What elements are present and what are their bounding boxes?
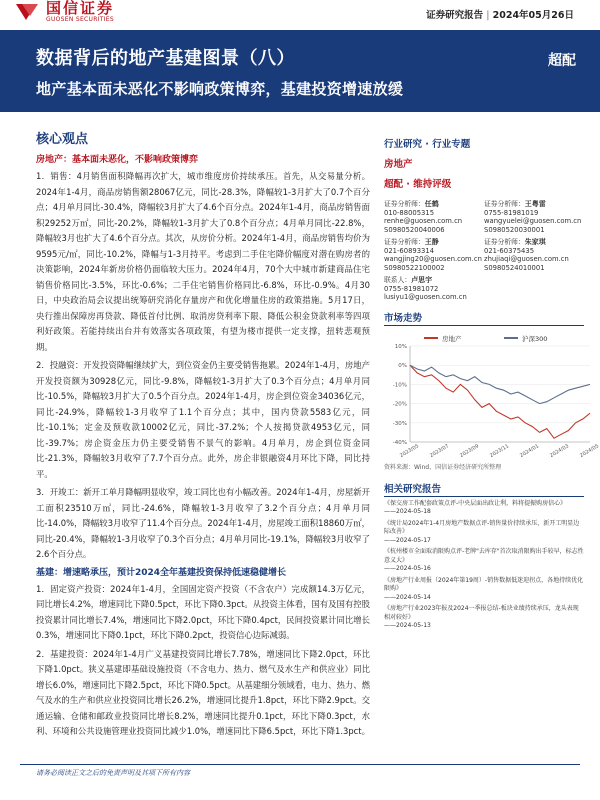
report-subtitle: 地产基本面未恶化不影响政策博弈，基建投资增速放缓 — [36, 80, 404, 98]
analyst-card: 证券分析师：朱家琪 021-60375435 zhujiaqi@guosen.com.cn S0980524010001 — [484, 238, 584, 272]
rating-tag: 超配 — [548, 53, 576, 69]
contact-card: 联系人：卢思宇 0755-81981072 lusiyu1@guosen.com.cn — [384, 276, 484, 302]
paragraph-fixed-asset: 1．固定资产投资：2024年1-4月，全国固定资产投资（不含农户）完成额14.3万亿元，同比增长4.2%，增速同比下降0.5pct，环比下降0.3pct。从投资主体看，国有及国有控股投资累计同比增长7.4%，增速同比下降2.0pct，环比下降0.4pct，民间投资累计同比增长0.3%，增速同比下降0.1pct，环比下降0.2pct，投资信心边际减弱。 — [36, 583, 370, 640]
y-tick-label: -20% — [392, 401, 407, 408]
top-bar — [0, 0, 600, 30]
report-date: 2024年05月26日 — [492, 10, 574, 21]
report-meta: 证券研究报告 | 2024年05月26日 — [426, 10, 574, 21]
paragraph-infra: 2．基建投资：2024年1-4月广义基建投资同比增长7.78%，增速同比下降2.0pct，环比下降1.0pct。狭义基建即基础设施投资（不含电力、热力、燃气及水生产和供应业）同比增长6.0%，增速同比下降2.5pct，环比下降0.5pct。从基建细分领域看，电力、热力、燃气及水的生产和供应业投资同比增长26.2%，增速同比提升1.8pct，环比下降2.9pct。交通运输、仓储和邮政业投资同比增长8.2%，增速同比提升0.1pct，环比下降0.3pct，水利、环境和公共设施管理业投资同比减少1.0%，增速同比下降6.5pct，环比下降1.3pct。 — [36, 648, 370, 736]
paragraph-sales: 1．销售：4月销售面积降幅再次扩大，城市维度房价持续承压。首先，从交易量分析。2024年1-4月，商品房销售额28067亿元，同比-28.3%，降幅较1-3月扩大了0.7个百分点；4月单月同比-30.4%，降幅较3月扩大了4.6个百分点。2024年1-4月，商品房销售面积29252万㎡，同比-20.2%，降幅较1-3月扩大了0.8个百分点；4月单月同比-22.8%，降幅较3月也扩大了4.6个百分点。其次，从房价分析。2024年1-4月，商品房销售均价为9595元/㎡，同比-10.2%，降幅与1-3月持平。考虑到二手住宅降价幅度对潜在购房者的决策影响，2024年新房价格仍面临较大压力。2024年4月，70个大中城市新建商品住宅销售价格同比-3.5%，环比-0.6%；二手住宅销售价格同比-6.8%，环比-0.9%。4月30日，中央政治局会议提出统筹研究消化存量房产和优化增量住房的政策措施。5月17日，央行推出保障房再贷款、降低首付比例、取消房贷利率下限、降低公积金贷款利率等四项利好政策。若能持续出台并有效落实各项政策，有望为楼市提供一定支撑，扭转悲观预期。 — [36, 171, 370, 352]
y-tick-label: -30% — [392, 420, 407, 427]
related-report[interactable]: 《保交房工作配套政策点评-中央层面出政让利，料将提振购房信心》 ——2024-05-18 — [384, 499, 567, 515]
chart-source: 资料来源：Wind、国信证券经济研究所整理 — [384, 463, 502, 471]
x-tick-label: 2023/11 — [489, 442, 510, 459]
x-tick-label: 2024/01 — [519, 442, 540, 459]
related-report[interactable]: 《杭州楼市全面取消限购点评-老牌"去库存"首次取消限购出手较早，标志性意义大》 ——2024-05-16 — [384, 548, 584, 572]
report-type: 证券研究报告 — [426, 10, 484, 21]
analyst-card: 证券分析师：任鹤 010-88005315 renhe@guosen.com.cn S0980520040006 — [384, 200, 484, 234]
sector-label: 房地产 — [384, 159, 413, 170]
y-tick-label: -40% — [392, 439, 407, 446]
section-realestate-heading: 房地产：基本面未恶化，不影响政策博弈 — [36, 155, 199, 165]
title-banner — [0, 30, 600, 112]
legend-item-realestate: 房地产 — [424, 334, 462, 343]
y-tick-label: 10% — [394, 343, 407, 350]
industry-label: 行业研究 · 行业专题 — [384, 139, 471, 150]
x-tick-label: 2023/05 — [399, 442, 420, 459]
legend-swatch — [424, 337, 438, 339]
disclaimer-footer: 请务必阅读正文之后的免责声明及其项下所有内容 — [36, 769, 190, 777]
paragraph-investment: 2．投融资：开发投资降幅继续扩大，到位资金仍主要受销售拖累。2024年1-4月，房地产开发投资额为30928亿元，同比-9.8%，降幅较1-3月扩大了0.3个百分点；4月单月同比-10.5%，降幅较3月扩大了0.5个百分点。2024年1-4月，房企到位资金34036亿元，同比-24.9%，降幅较1-3月收窄了1.1个百分点；其中，国内贷款5583亿元，同比-10.1%；定金及预收款10002亿元，同比-37.2%；个人按揭贷款4953亿元，同比-39.7%；房企资金压力仍主要受销售不景气的影响。4月单月，房企到位资金同比-21.3%，降幅较3月收窄了7.7个百分点。此外，房企非银融资4月环比下降，同比持平。 — [36, 360, 370, 479]
report-title: 数据背后的地产基建图景（八） — [36, 48, 295, 69]
rating-label: 超配 · 维持评级 — [384, 179, 452, 190]
chart-title: 市场走势 — [384, 310, 584, 326]
related-reports-heading: 相关研究报告 — [384, 481, 584, 497]
section-infra-heading: 基建：增速略承压，预计2024全年基建投资保持低速稳健增长 — [36, 567, 287, 578]
related-report[interactable]: 《统计局2024年1-4月房地产数据点评-销售量价持续承压，新开工明显边际改善》 ——2024-05-17 — [384, 519, 580, 544]
analyst-card: 证券分析师：王粤雷 0755-81981019 wangyuelei@guosen.com.cn S0980520030001 — [484, 200, 584, 234]
legend-item-index: 沪深300 — [504, 334, 547, 343]
logo-subtext: GUOSEN SECURITIES — [46, 16, 115, 23]
market-trend-chart — [384, 330, 600, 460]
analyst-email[interactable]: wangjing20@guosen.com.cn — [384, 255, 482, 263]
footer-divider — [20, 764, 580, 765]
analyst-email[interactable]: renhe@guosen.com.cn — [384, 217, 463, 225]
paragraph-construction: 3．开竣工：新开工单月降幅明显收窄，竣工同比也有小幅改善。2024年1-4月，房屋新开工面积23510万㎡，同比-24.6%，降幅较1-3月收窄了3.2个百分点；4月单月同比-14.0%，降幅较3月收窄了11.4个百分点。2024年1-4月，房屋竣工面积18860万㎡，同比-20.4%，降幅较1-3月收窄了0.3个百分点；4月单月同比-19.1%，降幅较3月收窄了2.6个百分点。 — [36, 487, 370, 559]
chart-svg — [384, 330, 600, 460]
analyst-email[interactable]: zhujiaqi@guosen.com.cn — [484, 255, 569, 263]
contact-email[interactable]: lusiyu1@guosen.com.cn — [384, 293, 467, 301]
y-tick-label: -10% — [392, 381, 407, 388]
core-view-heading: 核心观点 — [36, 132, 89, 147]
analyst-list — [384, 200, 584, 302]
x-tick-label: 2023/09 — [459, 442, 480, 459]
analyst-card: 证券分析师：王静 021-60893314 wangjing20@guosen.com.cn S0980522100002 — [384, 238, 484, 272]
related-report[interactable]: 《房地产行业周报（2024年第19周）-销售数据低迷迎拐点，各地持续优化限购》 ——2024-05-14 — [384, 576, 584, 601]
related-report[interactable]: 《房地产行业2023年报及2024一季报总结-板块业绩持续承压，龙头表现相对较好》 ——2024-05-13 — [384, 605, 579, 629]
main-column — [36, 128, 370, 743]
x-tick-label: 2023/07 — [429, 442, 450, 459]
y-tick-label: 0% — [398, 362, 407, 369]
x-tick-label: 2024/03 — [549, 442, 570, 459]
logo — [14, 1, 114, 24]
legend-swatch — [504, 337, 518, 339]
logo-mark-icon — [14, 4, 40, 22]
series-line-realestate — [410, 365, 590, 438]
analyst-email[interactable]: wangyuelei@guosen.com.cn — [484, 217, 582, 225]
x-tick-label: 2024/05 — [579, 442, 600, 459]
side-column — [384, 138, 600, 631]
logo-text: 国信证券 — [46, 0, 115, 17]
